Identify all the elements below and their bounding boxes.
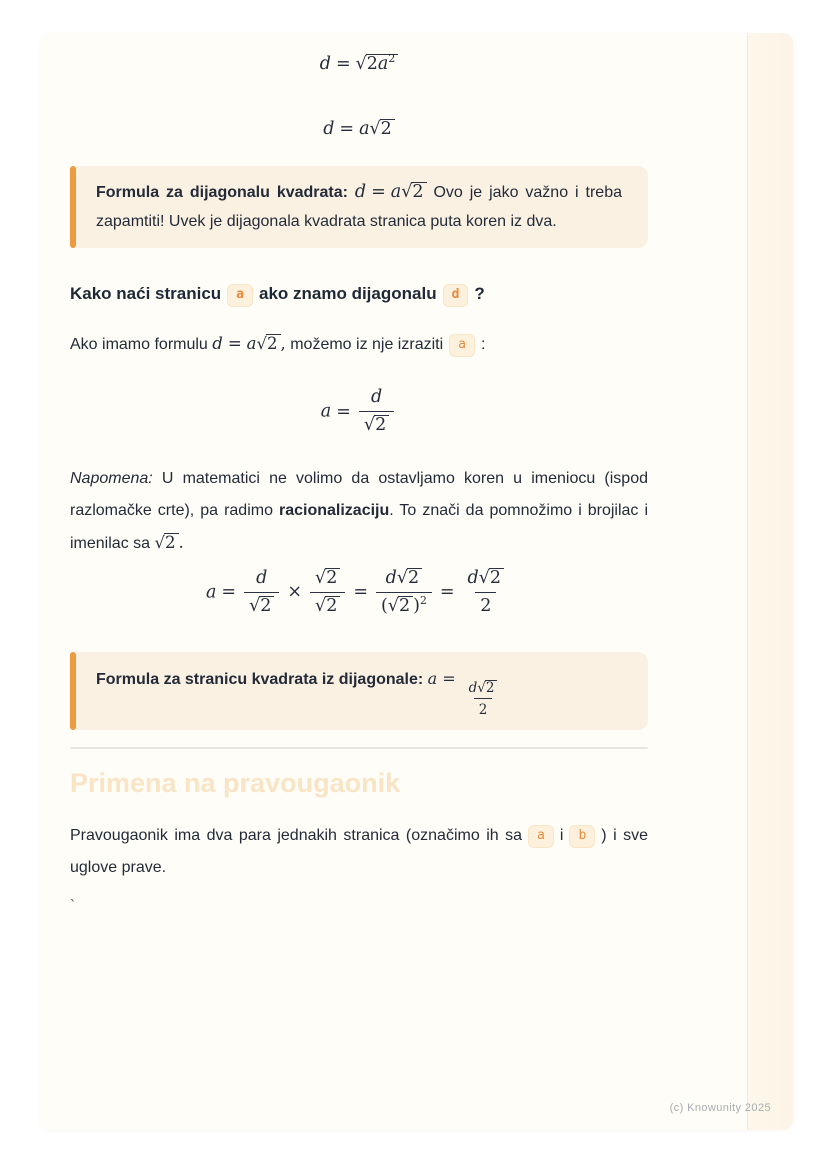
- heading-text: ?: [474, 284, 485, 304]
- inline-code-badge-d: d: [443, 284, 469, 307]
- radicand: 2: [374, 415, 389, 436]
- radicand: [366, 54, 398, 75]
- inline-math-d-equals-a-sqrt2: [355, 182, 427, 202]
- sqrt-sign: √: [478, 567, 490, 588]
- fraction-numerator: [310, 568, 345, 592]
- radical: [479, 568, 504, 590]
- fraction-denominator: 2: [474, 698, 493, 718]
- fraction-numerator: d: [370, 387, 383, 408]
- page-edge-strip: [747, 33, 793, 1130]
- math-var: a: [320, 401, 332, 422]
- math-paren: (: [381, 595, 388, 616]
- radical: [364, 415, 389, 437]
- fraction-numerator: [463, 568, 510, 592]
- math-number: 2: [366, 54, 378, 74]
- paragraph-express-a: [70, 328, 648, 361]
- math-operator-times: ×: [287, 582, 303, 603]
- formula-a-equals-d-over-sqrt2: [70, 387, 648, 437]
- inline-math-a-equals-d-sqrt2-over-2: [427, 668, 506, 718]
- math-exponent: 2: [388, 52, 396, 66]
- radical: [370, 119, 395, 140]
- callout-accent-bar: [70, 166, 76, 248]
- radical: [257, 328, 281, 360]
- inline-code-badge-b: b: [569, 825, 595, 848]
- inline-math-d-equals-a-sqrt2: [212, 334, 286, 353]
- paragraph-note-rationalization: [70, 463, 648, 560]
- heading-how-to-find-side: [70, 282, 648, 307]
- math-operator: =: [339, 118, 355, 139]
- bold-term: racionalizaciju: [278, 501, 390, 519]
- fraction: [310, 568, 345, 618]
- math-operator: =: [336, 401, 351, 422]
- math-paren: ): [413, 595, 420, 616]
- fraction-numerator: [464, 680, 503, 698]
- fraction: [463, 568, 510, 618]
- callout-lead: Formula za dijagonalu kvadrata:: [96, 184, 348, 202]
- radicand: 2: [164, 533, 179, 552]
- math-var: a: [359, 118, 370, 139]
- sqrt-sign: √: [315, 567, 327, 588]
- radical: [477, 680, 497, 696]
- paragraph-text: . To znači da pomnožimo i brojilac i imenilac sa: [70, 501, 648, 552]
- paragraph-text: Pravougaonik ima dva para jednakih stranica (označimo ih sa: [70, 827, 523, 845]
- inline-code-badge-a: a: [449, 334, 475, 357]
- paragraph-text: i: [559, 827, 564, 845]
- fraction: [464, 680, 503, 718]
- radicand: 2: [325, 568, 340, 589]
- radical: [154, 527, 178, 559]
- radical: [315, 596, 340, 618]
- heading-text: Kako naći stranicu: [70, 284, 222, 304]
- radicand: 2: [266, 334, 281, 353]
- fraction: [244, 568, 279, 618]
- math-exponent: 2: [419, 593, 427, 607]
- fraction-denominator: [376, 592, 432, 618]
- fraction: [359, 387, 394, 437]
- copyright-footer: (c) Knowunity 2025: [669, 1102, 771, 1114]
- math-punct: ,: [280, 334, 286, 354]
- math-var: d: [354, 182, 367, 203]
- radicand: 2: [407, 568, 422, 589]
- radicand: 2: [398, 596, 413, 617]
- radical: [388, 596, 413, 618]
- inline-math-sqrt2: [154, 533, 183, 552]
- fraction-numerator: [381, 568, 428, 592]
- math-var: d: [323, 118, 335, 139]
- math-var: d: [385, 567, 397, 588]
- sqrt-sign: √: [315, 595, 327, 616]
- sqrt-sign: √: [396, 567, 409, 588]
- fraction-denominator: [359, 411, 394, 437]
- radicand: 2: [259, 596, 274, 617]
- paragraph-text: U matematici ne volimo da ostavljamo koren u imeniocu (ispod razlomačke crte), pa radimo: [70, 469, 648, 519]
- paragraph-rectangle-intro: [70, 820, 648, 884]
- math-operator: =: [221, 582, 237, 603]
- callout-accent-bar: [70, 652, 76, 730]
- formula-rationalization-steps: [70, 568, 648, 618]
- sqrt-sign: √: [154, 532, 165, 552]
- sqrt-sign: √: [363, 415, 376, 436]
- math-var: d: [467, 567, 479, 588]
- math-var: a: [377, 54, 389, 74]
- callout-lead: Formula za stranicu kvadrata iz dijagonale:: [96, 670, 424, 688]
- fraction: [376, 568, 432, 618]
- inline-code-badge-a: a: [227, 284, 253, 307]
- heading-text: ako znamo dijagonalu: [259, 284, 437, 304]
- inline-code-badge-a: a: [528, 825, 554, 848]
- radicand: 2: [485, 680, 498, 696]
- math-operator: =: [439, 582, 455, 603]
- math-operator: =: [227, 334, 242, 354]
- fraction-denominator: 2: [475, 592, 496, 618]
- formula-d-equals-sqrt-2a-squared: [70, 54, 648, 75]
- note-lead: Napomena:: [70, 469, 153, 487]
- math-punct: .: [178, 532, 184, 552]
- fraction-denominator: [244, 592, 279, 618]
- callout-diagonal-formula: [70, 166, 648, 248]
- document-page: [40, 33, 793, 1130]
- paragraph-text: :: [480, 336, 486, 354]
- sqrt-sign: √: [249, 595, 261, 616]
- paragraph-text: ) i sve uglove prave.: [70, 827, 648, 877]
- section-divider: [70, 747, 648, 749]
- math-var: a: [390, 182, 402, 203]
- callout-text: Ovo je jako važno i treba zapamtiti! Uvek je dijagonala kvadrata stranica puta koren iz dva.: [96, 184, 622, 231]
- math-var: a: [246, 334, 257, 354]
- fraction-denominator: [310, 592, 345, 618]
- paragraph-text: Ako imamo formulu: [70, 336, 213, 354]
- math-var: d: [319, 54, 331, 74]
- math-var: d: [468, 679, 478, 696]
- math-operator: =: [442, 668, 456, 688]
- math-operator: =: [371, 182, 386, 203]
- radicand: 2: [489, 568, 504, 589]
- radical: [356, 54, 399, 75]
- radical: [401, 178, 426, 207]
- radicand: 2: [380, 119, 395, 140]
- sqrt-sign: √: [387, 595, 399, 616]
- math-var: d: [212, 334, 223, 354]
- radical: [397, 568, 422, 590]
- sqrt-sign: √: [401, 182, 413, 203]
- radicand: 2: [411, 182, 426, 203]
- formula-d-equals-a-sqrt-2: [70, 119, 648, 140]
- sqrt-sign: √: [477, 679, 486, 696]
- callout-side-from-diagonal-formula: [70, 652, 648, 730]
- document-content: [70, 33, 648, 914]
- math-var: a: [427, 668, 438, 688]
- math-var: a: [205, 582, 217, 603]
- radical: [315, 568, 340, 590]
- math-operator: =: [335, 54, 351, 74]
- sqrt-sign: √: [355, 54, 367, 74]
- radical: [249, 596, 274, 618]
- stray-backtick: `: [70, 897, 75, 915]
- math-operator: =: [353, 582, 368, 603]
- sqrt-sign: √: [256, 334, 268, 354]
- radicand: 2: [325, 596, 340, 617]
- fraction-numerator: d: [256, 567, 268, 588]
- sqrt-sign: √: [369, 118, 381, 139]
- heading-primena-na-pravougaonik: Primena na pravougaonik: [70, 768, 401, 799]
- paragraph-text: možemo iz nje izraziti: [285, 336, 444, 354]
